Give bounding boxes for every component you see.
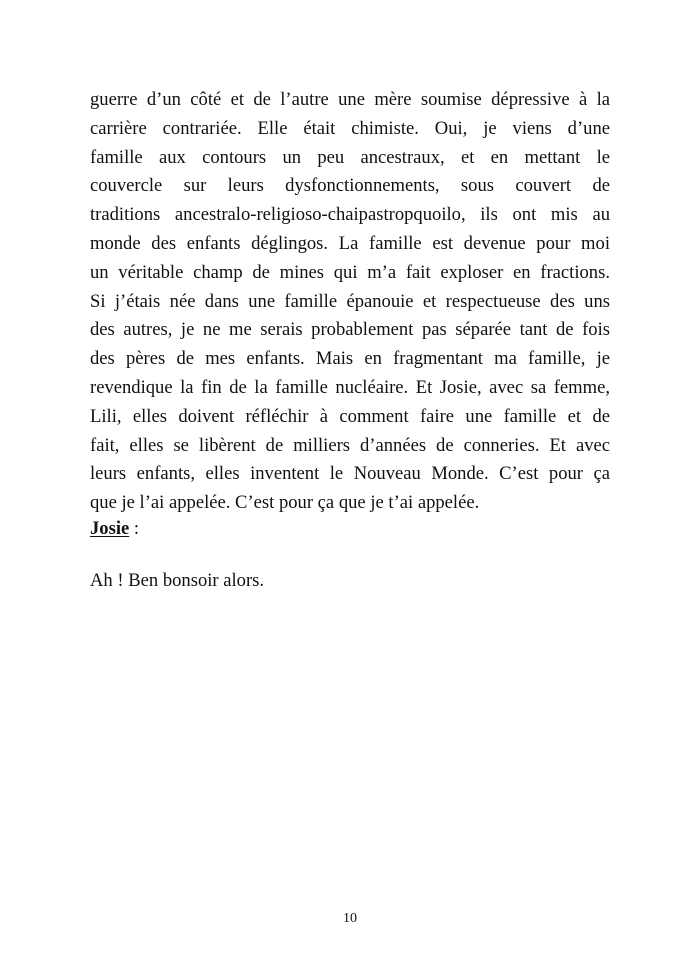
paragraph-line: guerre d’un côté et de l’autre une mère soumise dépressive à la [90, 89, 610, 110]
dialogue-reply: Ah ! Ben bonsoir alors. [90, 570, 265, 591]
paragraph-line: traditions ancestralo-religioso-chaipastropquoilo, ils ont mis au [90, 204, 610, 226]
monologue-paragraph [90, 86, 610, 518]
paragraph-line: Si j’étais née dans une famille épanouie et respectueuse des uns [90, 290, 610, 312]
speaker-name: Josie [90, 518, 130, 539]
paragraph-line: couvercle sur leurs dysfonctionnements, sous couvert de [90, 175, 610, 197]
paragraph-line: leurs enfants, elles inventent le Nouveau Monde. C’est pour ça [90, 463, 610, 485]
speaker-label [90, 515, 139, 543]
speaker-colon: : [129, 518, 140, 539]
paragraph-line: que je l’ai appelée. C’est pour ça que je t’ai appelée. [90, 492, 480, 514]
paragraph-line: revendique la fin de la famille nucléaire. Et Josie, avec sa femme, [90, 376, 610, 398]
paragraph-line: monde des enfants déglingos. La famille est devenue pour moi [90, 232, 610, 254]
paragraph-line: un véritable champ de mines qui m’a fait exploser en fractions. [90, 261, 610, 283]
page-number: 10 [343, 911, 357, 926]
paragraph-line: des pères de mes enfants. Mais en fragmentant ma famille, je [90, 348, 610, 370]
paragraph-line: fait, elles se libèrent de milliers d’années de conneries. Et avec [90, 434, 610, 456]
paragraph-line: carrière contrariée. Elle était chimiste. Oui, je viens d’une [90, 117, 610, 139]
paragraph-line: Lili, elles doivent réfléchir à comment faire une famille et de [90, 405, 610, 427]
paragraph-line: famille aux contours un peu ancestraux, et en mettant le [90, 146, 610, 168]
paragraph-line: des autres, je ne me serais probablement pas séparée tant de fois [90, 319, 610, 341]
